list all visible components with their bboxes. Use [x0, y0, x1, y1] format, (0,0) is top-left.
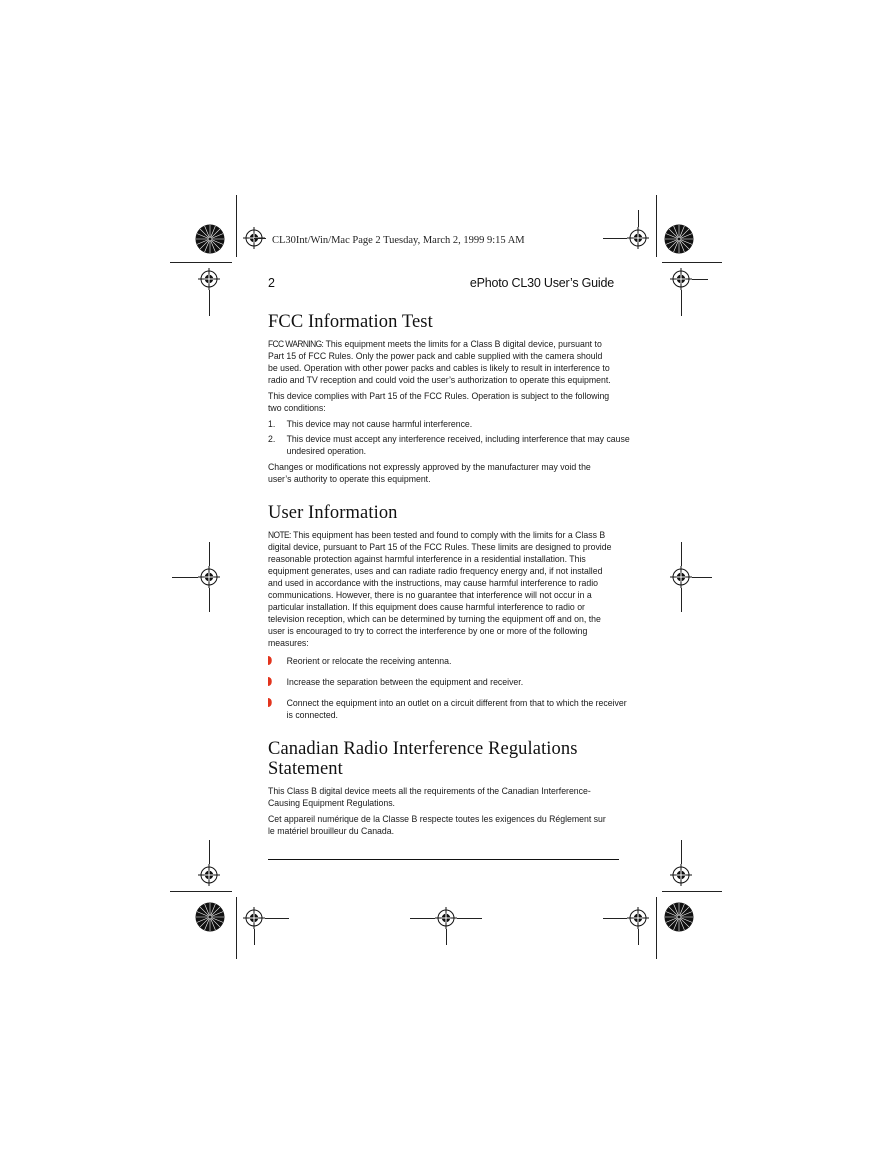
note-text: This equipment has been tested and found to comply with the limits for a Class B digital device, pursuant to Part 15 of the FCC Rules. These limits are designed to provide reasonable protection against harmful interference in a residential installation. This equipment generates, uses and can radiate radio frequency energy and, if not installed and used in accordance with the instructions, may cause harmful interference to radio communications. However, there is no guarantee that interference will not occur in a particular installation. If this equipment does cause harmful interference to radio or television reception, which can be determined by turning the equipment off and on, the user is encouraged to try to correct the interference by one or more of the following measures: — [268, 529, 612, 648]
footer-rule — [268, 859, 619, 860]
fcc-compliance-paragraph: This device complies with Part 15 of the FCC Rules. Operation is subject to the following two conditions: — [268, 390, 610, 413]
list-text: Increase the separation between the equipment and receiver. — [286, 676, 524, 687]
registration-mark-icon — [435, 907, 457, 929]
list-number: 1. — [268, 418, 276, 429]
fcc-changes-paragraph: Changes or modifications not expressly approved by the manufacturer may void the user’s authority to operate this equipment. — [268, 461, 591, 484]
running-title: ePhoto CL30 User’s Guide — [469, 276, 614, 290]
crop-line — [209, 588, 210, 612]
registration-star-icon — [664, 224, 694, 254]
list-item — [268, 433, 633, 457]
bullet-icon — [268, 677, 272, 686]
crop-line — [170, 891, 232, 892]
registration-star-icon — [195, 224, 225, 254]
fcc-warning-label: FCC WARNING: — [268, 339, 324, 349]
fcc-conditions-list — [268, 418, 630, 457]
crop-line — [656, 195, 657, 257]
list-text: This device must accept any interference received, including interference that may cause undesired operation. — [286, 433, 630, 456]
print-slug: CL30Int/Win/Mac Page 2 Tuesday, March 2, 1999 9:15 AM — [272, 235, 525, 246]
note-label: NOTE: — [268, 530, 291, 540]
bullet-icon — [268, 656, 272, 665]
crop-line — [692, 279, 708, 280]
registration-mark-icon — [627, 227, 649, 249]
crop-line — [638, 210, 639, 227]
list-text: Connect the equipment into an outlet on a circuit different from that to which the receiver is connected. — [286, 697, 627, 720]
fcc-heading: FCC Information Test — [268, 312, 433, 332]
crop-line — [638, 929, 639, 945]
list-item — [268, 418, 633, 430]
list-item — [268, 697, 633, 721]
crop-line — [254, 929, 255, 945]
fcc-warning-text: This equipment meets the limits for a Class B digital device, pursuant to Part 15 of FCC Rules. Only the power pack and cable supplied with the camera should be used. Operation with other power packs and cables is likely to result in interference to radio and TV reception and could void the user’s authorization to operate this equipment. — [268, 338, 611, 385]
registration-mark-icon — [198, 566, 220, 588]
list-text: Reorient or relocate the receiving antenna. — [286, 655, 452, 666]
crop-line — [209, 290, 210, 316]
user-information-heading: User Information — [268, 503, 398, 523]
canadian-french-paragraph: Cet appareil numérique de la Classe B respecte toutes les exigences du Réglement sur le matériel brouilleur du Canada. — [268, 813, 606, 836]
bullet-icon — [268, 698, 272, 707]
page-content — [268, 304, 630, 841]
crop-line — [603, 918, 627, 919]
crop-line — [172, 577, 198, 578]
registration-mark-icon — [670, 566, 692, 588]
canadian-english-paragraph: This Class B digital device meets all the requirements of the Canadian Interference-Causing Equipment Regulations. — [268, 785, 591, 808]
page-number: 2 — [268, 276, 275, 290]
crop-line — [410, 918, 435, 919]
list-item — [268, 676, 633, 688]
crop-line — [662, 262, 722, 263]
canadian-section — [268, 739, 616, 837]
registration-mark-icon — [670, 864, 692, 886]
registration-mark-icon — [243, 907, 265, 929]
crop-line — [681, 290, 682, 316]
registration-star-icon — [195, 902, 225, 932]
list-text: This device may not cause harmful interference. — [286, 418, 473, 429]
crop-line — [603, 238, 627, 239]
crop-line — [209, 840, 210, 864]
crop-line — [656, 897, 657, 959]
user-information-section — [268, 503, 627, 721]
crop-line — [265, 918, 289, 919]
crop-line — [209, 542, 210, 566]
crop-line — [170, 262, 232, 263]
crop-line — [236, 195, 237, 257]
registration-mark-icon — [627, 907, 649, 929]
crop-line — [254, 238, 266, 239]
fcc-section — [268, 312, 630, 485]
crop-line — [681, 542, 682, 566]
crop-line — [681, 588, 682, 612]
crop-line — [446, 929, 447, 945]
fcc-warning-paragraph — [268, 338, 614, 386]
registration-mark-icon — [198, 864, 220, 886]
registration-mark-icon — [670, 268, 692, 290]
registration-mark-icon — [198, 268, 220, 290]
crop-line — [692, 577, 712, 578]
registration-star-icon — [664, 902, 694, 932]
crop-line — [457, 918, 482, 919]
crop-line — [236, 897, 237, 959]
list-item — [268, 655, 633, 667]
user-note-paragraph — [268, 529, 614, 649]
measures-list — [268, 655, 627, 721]
list-number: 2. — [268, 433, 276, 444]
crop-line — [662, 891, 722, 892]
canadian-heading: Canadian Radio Interference Regulations Statement — [268, 739, 578, 779]
crop-line — [681, 840, 682, 864]
